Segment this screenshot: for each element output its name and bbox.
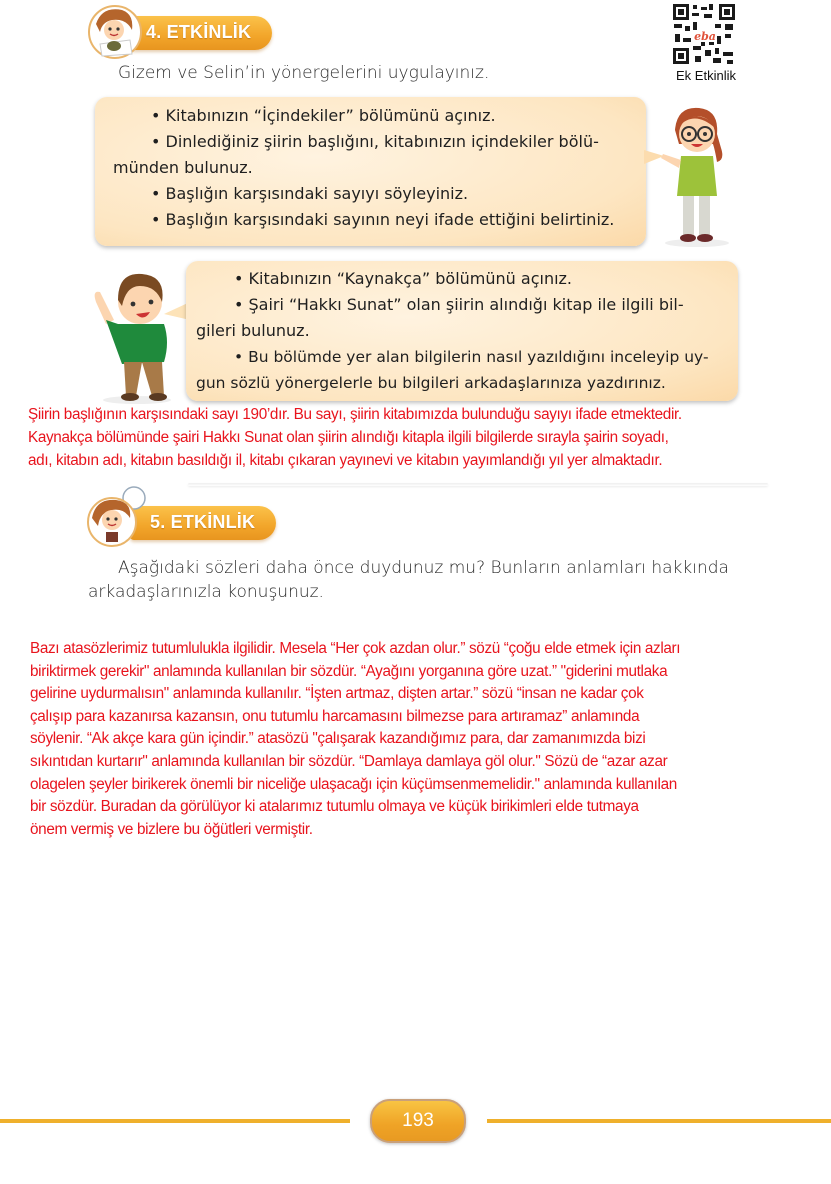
answer-line: bir sözdür. Buradan da görülüyor ki atalarımız tutumlu olmaya ve küçük birikimleri elde tutmaya [30, 798, 639, 816]
section-divider [188, 483, 768, 486]
answer-line: biriktirmek gerekir" anlamında kullanılan bir sözdür. “Ayağını yorganına göre uzat.” "giderini mutlaka [30, 662, 668, 680]
answer-line: önem vermiş ve bizlere bu öğütleri vermiştir. [30, 820, 313, 838]
answer-line: gelirine uydurmalısın" anlamında kullanılır. “İşten artmaz, dişten artar.” sözü “insan ne kadar çok [30, 685, 644, 703]
girl-instructions-bubble [95, 97, 646, 246]
answer-line: adı, kitabın adı, kitabın basıldığı il, kitabı çıkaran yayınevi ve kitabın yayımlandığı yıl yer almaktadır. [28, 452, 663, 469]
footer-line-right [487, 1119, 831, 1123]
girl-thinking-mascot-icon [82, 484, 154, 548]
instruction-item: • Şairi “Hakkı Sunat” olan şiirin alındığı kitap ile ilgili bil- [234, 295, 684, 314]
boy-instructions-bubble [186, 261, 738, 401]
instruction-item: • Bu bölümde yer alan bilgilerin nasıl yazıldığını inceleyip uy- [234, 348, 709, 366]
answer-line: Bazı atasözlerimiz tutumlulukla ilgilidir. Mesela “Her çok azdan olur.” sözü “çoğu elde etmek için azları [30, 640, 681, 657]
page-number: 193 [402, 1110, 434, 1131]
girl-with-glasses-figure-icon [655, 100, 735, 250]
answer-line: Kaynakça bölümünde şairi Hakkı Sunat olan şiirin alındığı kitapla ilgili bilgilerde sırayla şairin soyadı, [28, 429, 669, 446]
qr-code-icon[interactable] [671, 2, 737, 66]
activity-4-banner [130, 16, 272, 50]
instruction-item: • Başlığın karşısındaki sayının neyi ifade ettiğini belirtiniz. [151, 210, 615, 229]
intro-line: arkadaşlarınızla konuşunuz. [88, 582, 324, 602]
activity-5-answer [30, 638, 680, 841]
girl-reading-mascot-icon [82, 2, 148, 60]
instruction-item: • Başlığın karşısındaki sayıyı söyleyiniz. [151, 184, 469, 203]
answer-line: olagelen şeyler birikerek önemli bir niceliğe ulaşacağı için küçümsenmemelidir." anlamında kullanılan [30, 775, 677, 793]
instruction-item-cont: münden bulunuz. [113, 158, 253, 177]
activity-5-intro [88, 556, 729, 604]
answer-line: söylenir. “Ak akçe kara gün içindir.” atasözü "çalışarak kazandığımız para, dar zamanımızda bizi [30, 730, 646, 748]
boy-waving-figure-icon [92, 262, 182, 404]
intro-line: Aşağıdaki sözleri daha önce duydunuz mu? Bunların anlamları hakkında [118, 558, 729, 578]
answer-line: çalışıp para kazanırsa kazansın, onu tutumlu harcamasını bilmezse para artıramaz” anlamında [30, 707, 640, 725]
instruction-item: • Dinlediğiniz şiirin başlığını, kitabınızın içindekiler bölü- [151, 132, 599, 151]
instruction-item-cont: gun sözlü yönergelerle bu bilgileri arkadaşlarınıza yazdırınız. [196, 374, 666, 392]
svg-text:eba: eba [694, 30, 716, 43]
answer-line: sıkıntıdan kurtarır" anlamında kullanılan bir sözdür. “Damlaya damlaya göl olur." Sözü de “azar azar [30, 752, 668, 770]
page-number-badge [370, 1099, 466, 1143]
activity-4-intro: Gizem ve Selin’in yönergelerini uygulayınız. [118, 63, 490, 83]
instruction-item: • Kitabınızın “İçindekiler” bölümünü açınız. [151, 106, 496, 125]
instruction-item-cont: gileri bulunuz. [196, 321, 310, 340]
footer-line-left [0, 1119, 350, 1123]
answer-line: Şiirin başlığının karşısındaki sayı 190’dır. Bu sayı, şiirin kitabımızda bulunduğu sayıyı ifade etmektedir. [28, 406, 682, 423]
qr-caption: Ek Etkinlik [676, 68, 736, 83]
activity-4-title: 4. ETKİNLİK [146, 22, 252, 42]
activity-5-title: 5. ETKİNLİK [150, 512, 256, 532]
instruction-item: • Kitabınızın “Kaynakça” bölümünü açınız. [234, 269, 573, 288]
activity-4-answer [28, 403, 682, 472]
